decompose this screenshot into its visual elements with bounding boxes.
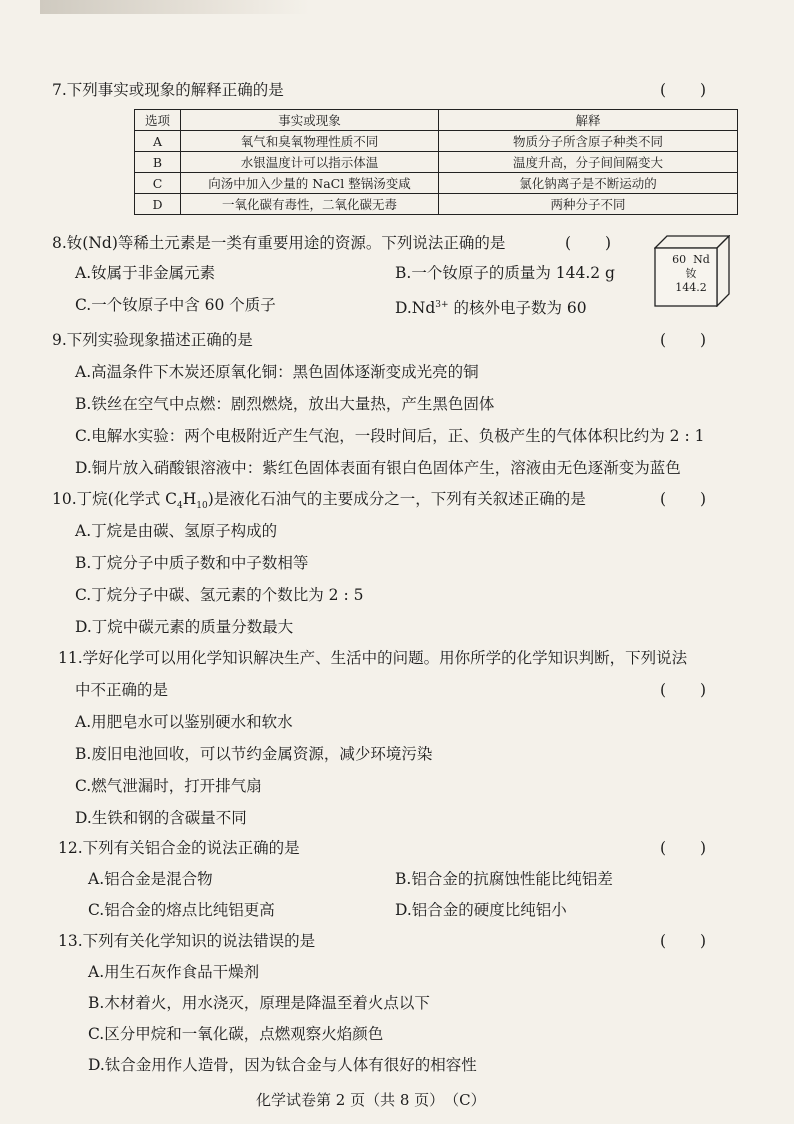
q10-answer-blank[interactable]: ( ) — [660, 490, 707, 508]
q8-stem: 8.钕(Nd)等稀土元素是一类有重要用途的资源。下列说法正确的是 — [52, 234, 506, 252]
q11-stem-line1: 11.学好化学可以用化学知识解决生产、生活中的问题。用你所学的化学知识判断，下列说法 — [58, 649, 688, 667]
atomic-mass: 144.2 — [675, 281, 707, 294]
q13-stem: 13.下列有关化学知识的说法错误的是 — [58, 932, 316, 950]
q13-option-a: A.用生石灰作食品干燥剂 — [88, 963, 260, 981]
row-option: B — [135, 152, 181, 173]
row-explain: 氯化钠离子是不断运动的 — [439, 173, 738, 194]
q7-stem: 7.下列事实或现象的解释正确的是 — [52, 81, 284, 99]
q12-stem: 12.下列有关铝合金的说法正确的是 — [58, 839, 300, 857]
row-fact: 氧气和臭氧物理性质不同 — [181, 131, 439, 152]
q12-option-d: D.铝合金的硬度比纯铝小 — [395, 901, 567, 919]
q9-stem: 9.下列实验现象描述正确的是 — [52, 331, 253, 349]
row-option: A — [135, 131, 181, 152]
q10-option-c: C.丁烷分子中碳、氢元素的个数比为 2 : 5 — [75, 586, 364, 604]
table-row — [135, 194, 738, 215]
q7-table — [134, 109, 738, 215]
q11-option-d: D.生铁和钢的含碳量不同 — [75, 809, 247, 827]
row-option: C — [135, 173, 181, 194]
q13-option-c: C.区分甲烷和一氧化碳，点燃观察火焰颜色 — [88, 1025, 384, 1043]
q9-option-c: C.电解水实验：两个电极附近产生气泡，一段时间后，正、负极产生的气体体积比约为 2 : 1 — [75, 427, 705, 445]
q9-option-b: B.铁丝在空气中点燃：剧烈燃烧，放出大量热，产生黑色固体 — [75, 395, 495, 413]
q12-option-c: C.铝合金的熔点比纯铝更高 — [88, 901, 275, 919]
q9-answer-blank[interactable]: ( ) — [660, 331, 707, 349]
element-symbol: Nd — [693, 253, 710, 266]
q8-option-a: A.钕属于非金属元素 — [75, 264, 216, 282]
q8-option-b: B.一个钕原子的质量为 144.2 g — [395, 264, 615, 282]
row-explain: 两种分子不同 — [439, 194, 738, 215]
header-fact: 事实或现象 — [181, 110, 439, 131]
table-row — [135, 173, 738, 194]
q10-option-b: B.丁烷分子中质子数和中子数相等 — [75, 554, 309, 572]
row-fact: 向汤中加入少量的 NaCl 整锅汤变咸 — [181, 173, 439, 194]
q9-option-d: D.铜片放入硝酸银溶液中：紫红色固体表面有银白色固体产生，溶液由无色逐渐变为蓝色 — [75, 459, 681, 477]
q8-answer-blank[interactable]: ( ) — [565, 234, 612, 252]
row-fact: 水银温度计可以指示体温 — [181, 152, 439, 173]
q10-stem: 10.丁烷(化学式 $C_4H_{10}$)是液化石油气的主要成分之一，下列有关叙述正确的是 — [52, 490, 586, 512]
scan-top-edge — [40, 0, 310, 14]
q13-option-b: B.木材着火，用水浇灭，原理是降温至着火点以下 — [88, 994, 430, 1012]
row-fact: 一氧化碳有毒性，二氧化碳无毒 — [181, 194, 439, 215]
q8-option-d: $D.Nd^{3+}$ 的核外电子数为 60 — [395, 299, 587, 318]
q11-option-c: C.燃气泄漏时，打开排气扇 — [75, 777, 262, 795]
q9-option-a: A.高温条件下木炭还原氧化铜：黑色固体逐渐变成光亮的铜 — [75, 363, 479, 381]
q8-option-c: C.一个钕原子中含 60 个质子 — [75, 296, 276, 314]
q11-stem-line2: 中不正确的是 — [75, 681, 169, 699]
row-explain: 温度升高，分子间间隔变大 — [439, 152, 738, 173]
header-explain: 解释 — [439, 110, 738, 131]
table-row — [135, 131, 738, 152]
q11-option-a: A.用肥皂水可以鉴别硬水和软水 — [75, 713, 293, 731]
element-name: 钕 — [685, 267, 697, 280]
header-option: 选项 — [135, 110, 181, 131]
q12-answer-blank[interactable]: ( ) — [660, 839, 707, 857]
element-cell-text — [660, 253, 722, 295]
page-footer: 化学试卷第 2 页（共 8 页） （C） — [256, 1091, 486, 1109]
q13-answer-blank[interactable]: ( ) — [660, 932, 707, 950]
row-explain: 物质分子所含原子种类不同 — [439, 131, 738, 152]
q12-option-a: A.铝合金是混合物 — [88, 870, 213, 888]
q7-answer-blank[interactable]: ( ) — [660, 81, 707, 99]
table-row — [135, 152, 738, 173]
q13-option-d: D.钛合金用作人造骨，因为钛合金与人体有很好的相容性 — [88, 1056, 477, 1074]
row-option: D — [135, 194, 181, 215]
q11-option-b: B.废旧电池回收，可以节约金属资源，减少环境污染 — [75, 745, 433, 763]
q11-answer-blank[interactable]: ( ) — [660, 681, 707, 699]
q10-option-a: A.丁烷是由碳、氢原子构成的 — [75, 522, 278, 540]
q12-option-b: B.铝合金的抗腐蚀性能比纯铝差 — [395, 870, 613, 888]
q10-option-d: D.丁烷中碳元素的质量分数最大 — [75, 618, 294, 636]
q7-table-header — [135, 110, 738, 131]
atomic-number: 60 — [672, 253, 687, 266]
